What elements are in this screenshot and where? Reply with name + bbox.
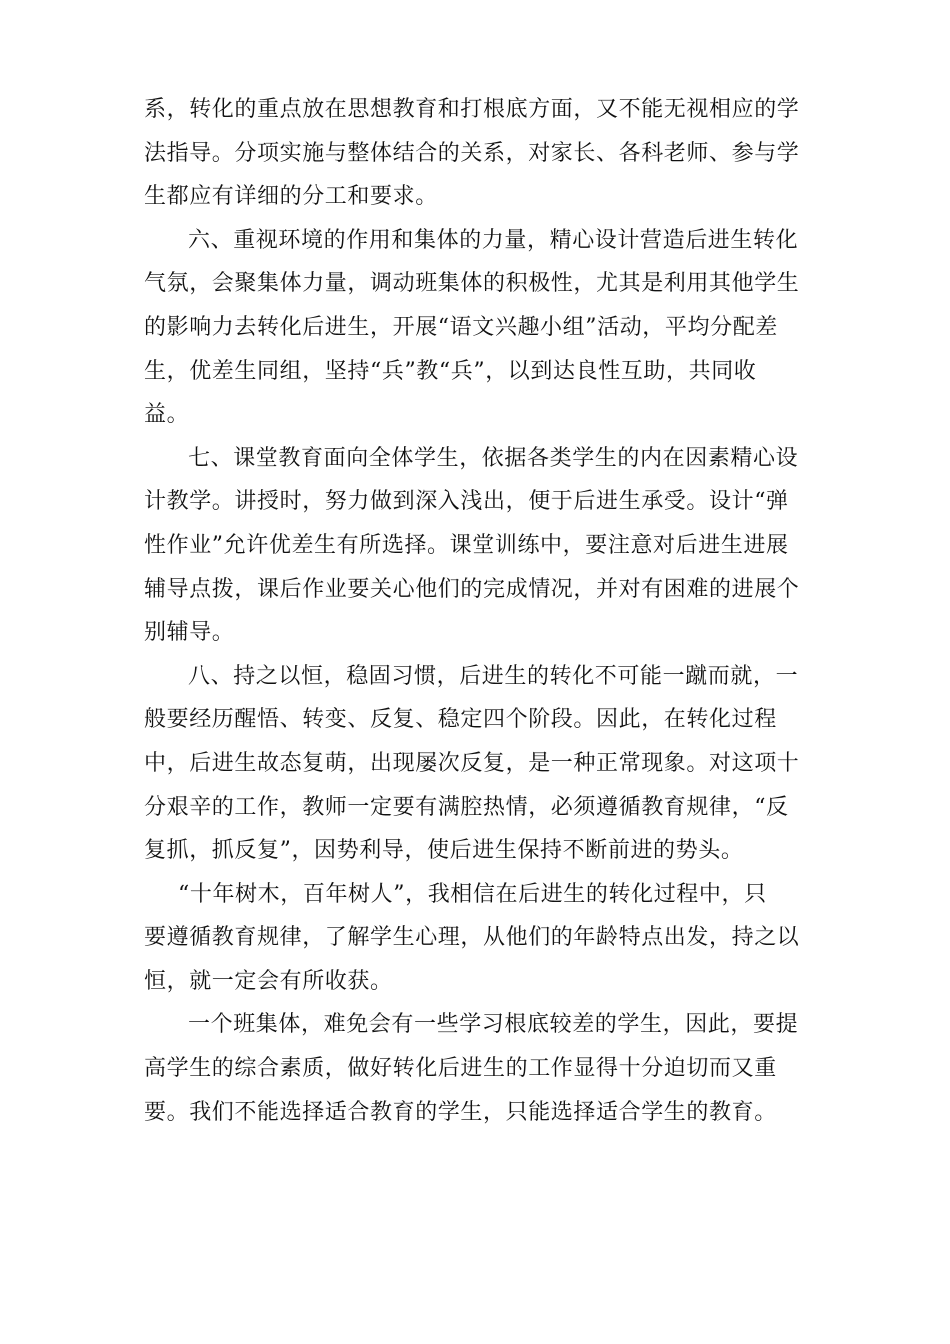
text-line: 计教学。讲授时，努力做到深入浅出，便于后进生承受。设计“弹 [144, 489, 789, 515]
text-line: 要遵循教育规律，了解学生心理，从他们的年龄特点出发，持之以 [144, 925, 800, 951]
paragraph-start-line: 六、重视环境的作用和集体的力量，精心设计营造后进生转化 [188, 227, 799, 253]
text-line: 系，转化的重点放在思想教育和打根底方面，又不能无视相应的学 [144, 97, 800, 122]
text-line: 复抓，抓反复”，因势利导，使后进生保持不断前进的势头。 [144, 838, 744, 864]
text-line: 辅导点拨，课后作业要关心他们的完成情况，并对有困难的进展个 [144, 576, 800, 602]
text-line: 中，后进生故态复萌，出现屡次反复，是一种正常现象。对这项十 [144, 750, 800, 776]
body-text [144, 88, 800, 1134]
text-line: 的影响力去转化后进生，开展“语文兴趣小组”活动，平均分配差 [144, 314, 778, 340]
text-line: 高学生的综合素质，做好转化后进生的工作显得十分迫切而又重 [144, 1056, 777, 1082]
text-line: 恒，就一定会有所收获。 [144, 968, 393, 994]
text-line: 要。我们不能选择适合教育的学生，只能选择适合学生的教育。 [144, 1099, 777, 1125]
text-line: 益。 [144, 402, 190, 428]
text-line: 般要经历醒悟、转变、反复、稳定四个阶段。因此，在转化过程 [144, 707, 777, 733]
text-line: 生，优差生同组，坚持“兵”教“兵”，以到达良性互助，共同收 [144, 358, 757, 384]
text-line: 别辅导。 [144, 620, 235, 646]
paragraph-start-line: 七、课堂教育面向全体学生，依据各类学生的内在因素精心设 [188, 445, 799, 471]
text-line: 性作业”允许优差生有所选择。课堂训练中，要注意对后进生进展 [144, 532, 789, 558]
text-line: 法指导。分项实施与整体结合的关系，对家长、各科老师、参与学 [144, 140, 800, 166]
paragraph-start-line: 八、持之以恒，稳固习惯，后进生的转化不可能一蹴而就，一 [188, 663, 799, 689]
paragraph-start-line: 一个班集体，难免会有一些学习根底较差的学生，因此，要提 [188, 1012, 799, 1038]
paragraph-start-line: “十年树木，百年树人”，我相信在后进生的转化过程中，只 [178, 881, 767, 907]
text-line: 气氛，会聚集体力量，调动班集体的积极性，尤其是利用其他学生 [144, 271, 800, 297]
text-line: 分艰辛的工作，教师一定要有满腔热情，必须遵循教育规律，“反 [144, 794, 789, 820]
text-line: 生都应有详细的分工和要求。 [144, 184, 438, 210]
